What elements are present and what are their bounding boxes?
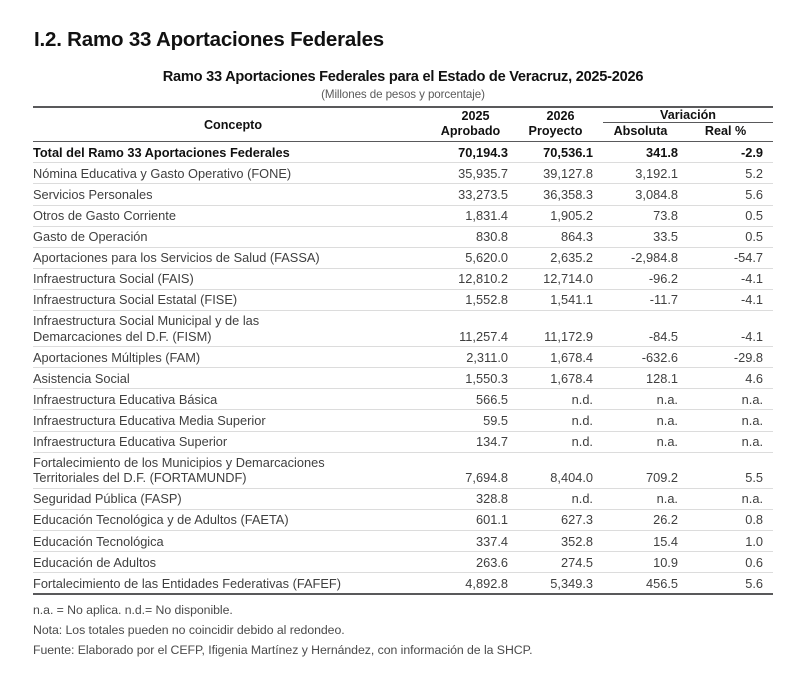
cell-variacion-absoluta: n.a. bbox=[603, 389, 688, 410]
footnote-line: Fuente: Elaborado por el CEFP, Ifigenia Martínez y Hernández, con información de la SHCP. bbox=[33, 642, 533, 657]
cell-variacion-real-pct: 0.8 bbox=[688, 509, 773, 530]
cell-concepto: Fortalecimiento de los Municipios y Demarcaciones Territoriales del D.F. (FORTAMUNDF) bbox=[33, 452, 433, 488]
cell-concepto: Seguridad Pública (FASP) bbox=[33, 488, 433, 509]
column-header-absoluta: Absoluta bbox=[613, 124, 668, 139]
cell-variacion-absoluta: -84.5 bbox=[603, 310, 688, 346]
cell-proyecto-2026: 36,358.3 bbox=[518, 184, 603, 205]
cell-proyecto-2026: 39,127.8 bbox=[518, 163, 603, 184]
cell-concepto: Asistencia Social bbox=[33, 368, 433, 389]
cell-aprobado-2025: 337.4 bbox=[433, 531, 518, 552]
cell-proyecto-2026: 70,536.1 bbox=[518, 142, 603, 163]
cell-variacion-absoluta: n.a. bbox=[603, 410, 688, 431]
cell-concepto: Educación Tecnológica bbox=[33, 531, 433, 552]
table-row bbox=[33, 289, 773, 310]
table-row bbox=[33, 410, 773, 431]
cell-variacion-real-pct: -2.9 bbox=[688, 142, 773, 163]
column-header-real-pct: Real % bbox=[704, 124, 747, 139]
cell-variacion-real-pct: -54.7 bbox=[688, 247, 773, 268]
cell-aprobado-2025: 328.8 bbox=[433, 488, 518, 509]
cell-proyecto-2026: 274.5 bbox=[518, 552, 603, 573]
footnote-line: Nota: Los totales pueden no coincidir debido al redondeo. bbox=[33, 622, 345, 637]
cell-variacion-absoluta: 456.5 bbox=[603, 573, 688, 595]
column-header-concepto: Concepto bbox=[33, 107, 433, 141]
cell-variacion-real-pct: 5.6 bbox=[688, 184, 773, 205]
cell-variacion-absoluta: 3,192.1 bbox=[603, 163, 688, 184]
cell-aprobado-2025: 12,810.2 bbox=[433, 268, 518, 289]
cell-concepto: Fortalecimiento de las Entidades Federativas (FAFEF) bbox=[33, 573, 433, 595]
table-row bbox=[33, 389, 773, 410]
cell-aprobado-2025: 4,892.8 bbox=[433, 573, 518, 595]
cell-variacion-absoluta: 73.8 bbox=[603, 205, 688, 226]
cell-proyecto-2026: 864.3 bbox=[518, 226, 603, 247]
cell-proyecto-2026: 1,905.2 bbox=[518, 205, 603, 226]
column-header-proyecto: Proyecto bbox=[528, 123, 583, 138]
cell-variacion-real-pct: 5.5 bbox=[688, 452, 773, 488]
cell-concepto: Total del Ramo 33 Aportaciones Federales bbox=[33, 142, 433, 163]
cell-variacion-absoluta: 15.4 bbox=[603, 531, 688, 552]
cell-proyecto-2026: 11,172.9 bbox=[518, 310, 603, 346]
cell-variacion-real-pct: -4.1 bbox=[688, 289, 773, 310]
cell-proyecto-2026: 1,678.4 bbox=[518, 368, 603, 389]
cell-variacion-absoluta: 33.5 bbox=[603, 226, 688, 247]
table-row bbox=[33, 205, 773, 226]
table-header bbox=[33, 107, 773, 142]
cell-aprobado-2025: 566.5 bbox=[433, 389, 518, 410]
cell-concepto: Infraestructura Educativa Básica bbox=[33, 389, 433, 410]
table-row bbox=[33, 347, 773, 368]
cell-variacion-absoluta: -96.2 bbox=[603, 268, 688, 289]
cell-aprobado-2025: 7,694.8 bbox=[433, 452, 518, 488]
cell-proyecto-2026: 5,349.3 bbox=[518, 573, 603, 595]
cell-concepto: Educación de Adultos bbox=[33, 552, 433, 573]
cell-variacion-absoluta: 341.8 bbox=[603, 142, 688, 163]
cell-concepto: Infraestructura Educativa Media Superior bbox=[33, 410, 433, 431]
cell-aprobado-2025: 70,194.3 bbox=[433, 142, 518, 163]
cell-concepto: Aportaciones para los Servicios de Salud (FASSA) bbox=[33, 247, 433, 268]
footnote-line: n.a. = No aplica. n.d.= No disponible. bbox=[33, 603, 233, 617]
cell-proyecto-2026: n.d. bbox=[518, 410, 603, 431]
cell-variacion-absoluta: 128.1 bbox=[603, 368, 688, 389]
table-body bbox=[33, 142, 773, 595]
cell-concepto-line2: Territoriales del D.F. (FORTAMUNDF) bbox=[33, 470, 247, 486]
cell-variacion-real-pct: 4.6 bbox=[688, 368, 773, 389]
cell-variacion-real-pct: n.a. bbox=[688, 488, 773, 509]
cell-variacion-real-pct: n.a. bbox=[688, 410, 773, 431]
cell-aprobado-2025: 35,935.7 bbox=[433, 163, 518, 184]
table-row bbox=[33, 163, 773, 184]
table-row bbox=[33, 310, 773, 346]
cell-aprobado-2025: 5,620.0 bbox=[433, 247, 518, 268]
table-row bbox=[33, 488, 773, 509]
cell-variacion-real-pct: n.a. bbox=[688, 431, 773, 452]
table-title: Ramo 33 Aportaciones Federales para el Estado de Veracruz, 2025-2026 bbox=[162, 69, 644, 85]
table-row bbox=[33, 509, 773, 530]
cell-proyecto-2026: 12,714.0 bbox=[518, 268, 603, 289]
cell-aprobado-2025: 134.7 bbox=[433, 431, 518, 452]
table-row bbox=[33, 184, 773, 205]
cell-variacion-absoluta: n.a. bbox=[603, 488, 688, 509]
cell-variacion-absoluta: 26.2 bbox=[603, 509, 688, 530]
table-row bbox=[33, 573, 773, 595]
cell-aprobado-2025: 830.8 bbox=[433, 226, 518, 247]
cell-variacion-absoluta: -632.6 bbox=[603, 347, 688, 368]
cell-variacion-real-pct: -4.1 bbox=[688, 310, 773, 346]
cell-variacion-absoluta: n.a. bbox=[603, 431, 688, 452]
cell-concepto: Gasto de Operación bbox=[33, 226, 433, 247]
cell-variacion-real-pct: 0.5 bbox=[688, 205, 773, 226]
cell-variacion-real-pct: 5.6 bbox=[688, 573, 773, 595]
cell-variacion-real-pct: 5.2 bbox=[688, 163, 773, 184]
cell-variacion-real-pct: 0.5 bbox=[688, 226, 773, 247]
cell-proyecto-2026: 627.3 bbox=[518, 509, 603, 530]
table-row bbox=[33, 452, 773, 488]
cell-concepto: Infraestructura Educativa Superior bbox=[33, 431, 433, 452]
table-row bbox=[33, 368, 773, 389]
cell-concepto: Infraestructura Social Estatal (FISE) bbox=[33, 289, 433, 310]
cell-concepto: Infraestructura Social Municipal y de las Demarcaciones del D.F. (FISM) bbox=[33, 310, 433, 346]
table-row bbox=[33, 142, 773, 163]
cell-proyecto-2026: 1,541.1 bbox=[518, 289, 603, 310]
cell-proyecto-2026: n.d. bbox=[518, 431, 603, 452]
cell-concepto: Educación Tecnológica y de Adultos (FAETA) bbox=[33, 509, 433, 530]
cell-variacion-real-pct: 1.0 bbox=[688, 531, 773, 552]
cell-variacion-real-pct: n.a. bbox=[688, 389, 773, 410]
cell-aprobado-2025: 2,311.0 bbox=[433, 347, 518, 368]
cell-variacion-absoluta: 10.9 bbox=[603, 552, 688, 573]
cell-aprobado-2025: 33,273.5 bbox=[433, 184, 518, 205]
column-header-aprobado: Aprobado bbox=[440, 123, 501, 138]
cell-aprobado-2025: 11,257.4 bbox=[433, 310, 518, 346]
header-row-group bbox=[33, 107, 773, 123]
table-row bbox=[33, 247, 773, 268]
table-subtitle: (Millones de pesos y porcentaje) bbox=[321, 88, 485, 102]
page-title: I.2. Ramo 33 Aportaciones Federales bbox=[34, 27, 384, 51]
cell-aprobado-2025: 1,552.8 bbox=[433, 289, 518, 310]
cell-proyecto-2026: 1,678.4 bbox=[518, 347, 603, 368]
cell-variacion-real-pct: 0.6 bbox=[688, 552, 773, 573]
cell-aprobado-2025: 1,831.4 bbox=[433, 205, 518, 226]
table-row bbox=[33, 531, 773, 552]
table-row bbox=[33, 226, 773, 247]
cell-concepto: Otros de Gasto Corriente bbox=[33, 205, 433, 226]
cell-variacion-absoluta: -11.7 bbox=[603, 289, 688, 310]
ramo33-table bbox=[33, 106, 773, 595]
cell-concepto: Aportaciones Múltiples (FAM) bbox=[33, 347, 433, 368]
financial-table-block bbox=[33, 68, 773, 595]
table-row bbox=[33, 431, 773, 452]
cell-proyecto-2026: 352.8 bbox=[518, 531, 603, 552]
table-row bbox=[33, 268, 773, 289]
cell-variacion-absoluta: 709.2 bbox=[603, 452, 688, 488]
cell-variacion-real-pct: -29.8 bbox=[688, 347, 773, 368]
table-row bbox=[33, 552, 773, 573]
cell-variacion-absoluta: -2,984.8 bbox=[603, 247, 688, 268]
cell-concepto: Nómina Educativa y Gasto Operativo (FONE) bbox=[33, 163, 433, 184]
cell-proyecto-2026: 8,404.0 bbox=[518, 452, 603, 488]
cell-aprobado-2025: 263.6 bbox=[433, 552, 518, 573]
cell-proyecto-2026: n.d. bbox=[518, 389, 603, 410]
cell-concepto: Servicios Personales bbox=[33, 184, 433, 205]
cell-aprobado-2025: 601.1 bbox=[433, 509, 518, 530]
cell-proyecto-2026: 2,635.2 bbox=[518, 247, 603, 268]
cell-concepto: Infraestructura Social (FAIS) bbox=[33, 268, 433, 289]
cell-aprobado-2025: 1,550.3 bbox=[433, 368, 518, 389]
cell-proyecto-2026: n.d. bbox=[518, 488, 603, 509]
cell-variacion-absoluta: 3,084.8 bbox=[603, 184, 688, 205]
cell-concepto-line2: Demarcaciones del D.F. (FISM) bbox=[33, 328, 212, 344]
table-footnotes bbox=[33, 601, 773, 661]
cell-aprobado-2025: 59.5 bbox=[433, 410, 518, 431]
column-header-variacion-group: Variación bbox=[603, 107, 773, 123]
cell-variacion-real-pct: -4.1 bbox=[688, 268, 773, 289]
column-header-2026-year: 2026 bbox=[518, 107, 603, 123]
column-header-2025-year: 2025 bbox=[433, 107, 518, 123]
